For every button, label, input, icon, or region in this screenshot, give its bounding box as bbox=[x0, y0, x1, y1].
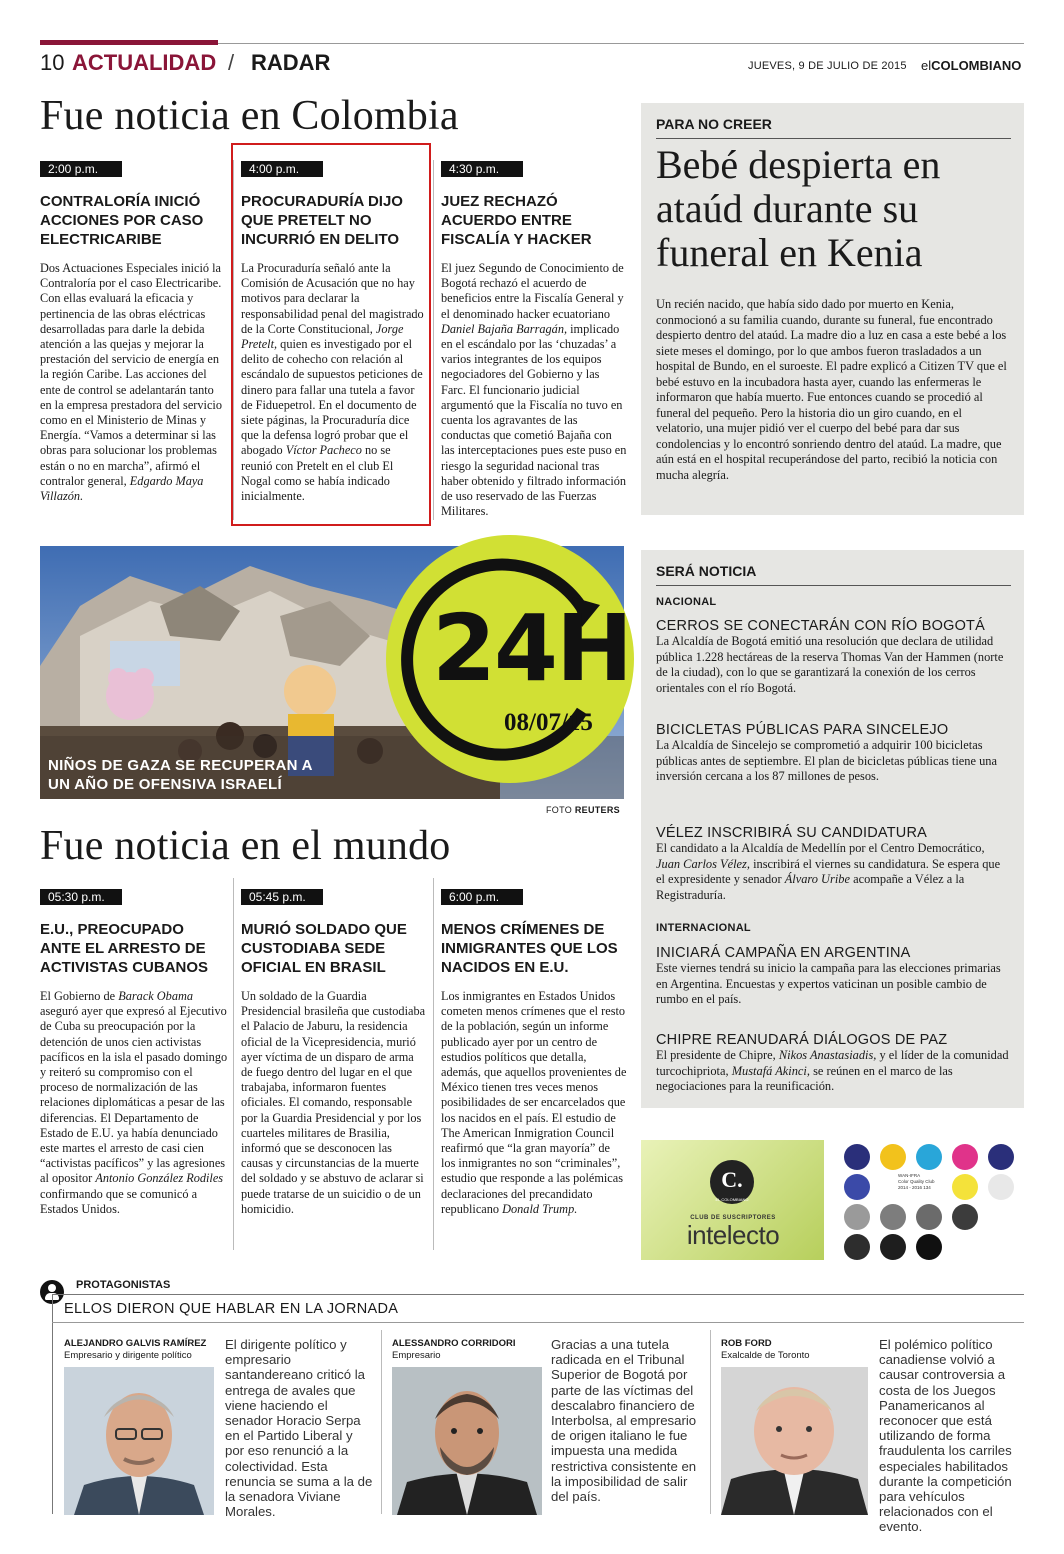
item-title: INICIARÁ CAMPAÑA EN ARGENTINA bbox=[656, 945, 911, 961]
protagonist-text: Gracias a una tutela radicada en el Tribunal Superior de Bogotá por parte de las víctimas del descalabro financiero de Interbolsa, al empresario de origen italiano le fue impuesta una medida restrictiva consistente en la imposibilidad de salir del país. bbox=[551, 1337, 697, 1505]
protagonist-name: ROB FORD bbox=[721, 1338, 772, 1349]
subsection-name: RADAR bbox=[251, 50, 331, 75]
section-name: ACTUALIDAD bbox=[72, 50, 217, 75]
header-accent-bar bbox=[40, 40, 218, 45]
item-body: Este viernes tendrá su inicio la campaña para las elecciones primarias en Argentina. Encuestas y expertos vaticinan un posible cambio de rumbo en el país. bbox=[656, 961, 1001, 1006]
ad-brand: intelecto bbox=[686, 1220, 780, 1250]
sera-noticia-panel bbox=[641, 550, 1024, 1108]
brand-prefix: el bbox=[921, 58, 932, 73]
header-rule bbox=[218, 43, 1024, 44]
mundo-story-2 bbox=[241, 888, 427, 1217]
protagonist-role: Empresario y dirigente político bbox=[64, 1350, 192, 1361]
color-swatch bbox=[916, 1144, 942, 1170]
ad-club-label: CLUB DE SUSCRIPTORES bbox=[690, 1215, 776, 1221]
protagonistas-rule bbox=[52, 1294, 1024, 1295]
time-badge: 05:30 p.m. bbox=[40, 889, 122, 905]
protagonist-name: ALESSANDRO CORRIDORI bbox=[392, 1338, 516, 1349]
protagonist-text: El dirigente político y empresario santandereano criticó la entrega de avales que viene haciendo el senador Horacio Serpa en el Partido Liberal y por eso renunció a la colectividad. Esta renuncia se suma a la de la senadora Viviane Morales. bbox=[225, 1337, 373, 1520]
24h-badge bbox=[386, 535, 634, 783]
para-no-creer-panel bbox=[641, 103, 1024, 515]
story-title: E.U., PREOCUPADO ANTE EL ARRESTO DE ACTIVISTAS CUBANOS bbox=[40, 921, 209, 976]
item-body: La Alcaldía de Bogotá emitió una resolución que declara de utilidad pública 1.228 hectáreas de la reserva Thomas Van der Hammen (norte de la ciudad), con lo que se garantizará la conexión de los cerros orientales con el río Bogotá. bbox=[656, 634, 1004, 695]
story-body: Un soldado de la Guardia Presidencial brasileña que custodiaba el Palacio de Jaburu, la residencia oficial de la Vicepresidencia, murió ayer víctima de un disparo de arma de fuego dentro del lugar en el que trabajaba, informaron fuentes oficiales. El comando, responsable por la Guardia Presidencial y por los cuarteles militares de Brasilia, informó que se desconocen las causas y circunstancias de la muerte del soldado y se abstuvo de aclarar si puede tratarse de un suicidio o de un homicidio. bbox=[241, 989, 426, 1216]
protagonist-text: El polémico político canadiense volvió a causar controversia a costa de los Juegos Panamericanos al reconocer que está utilizando de forma fraudulenta los carriles especiales habilitados durante la competición para vehículos relacionados con el evento. bbox=[879, 1337, 1012, 1535]
subtitle-rule bbox=[52, 1322, 1024, 1323]
story-body: El juez Segundo de Conocimiento de Bogotá rechazó el acuerdo de beneficios entre la Fiscalía General y el denominado hacker ecuatoriano Daniel Bajaña Barragán, implicado en el escándalo por las ‘chuzadas’ a varios integrantes de los equipos negociadores del Gobierno y las Farc. El funcionario judicial argumentó que la Fiscalía no tuvo en cuenta los agravantes de las conductas que cometió Bajaña con las interceptaciones pues este puso en riesgo la seguridad nacional tras haber obtenido y filtrado información de uso reservado de las Fuerzas Militares. bbox=[441, 261, 627, 519]
issue-date: JUEVES, 9 DE JULIO DE 2015 bbox=[748, 60, 907, 72]
color-swatch bbox=[844, 1204, 870, 1230]
protagonistas-tag: PROTAGONISTAS bbox=[76, 1279, 171, 1291]
colombia-story-1 bbox=[40, 160, 228, 504]
colombia-story-2 bbox=[241, 160, 424, 504]
panel-rule bbox=[656, 138, 1011, 139]
wan-ifra-label: WAN-IFRA Color Quality Club 2014 - 2016 134 bbox=[898, 1173, 935, 1190]
item-body: La Alcaldía de Sincelejo se comprometió a adquirir 100 bicicletas públicas antes de septiembre. El plan de bicicletas públicas tiene una inversión cercana a los 87 millones de pesos. bbox=[656, 738, 997, 783]
badge-date: 08/07/15 bbox=[504, 709, 593, 736]
color-swatch bbox=[988, 1144, 1014, 1170]
column-divider bbox=[233, 878, 234, 1250]
protagonist-role: Exalcalde de Toronto bbox=[721, 1350, 810, 1361]
portrait-illustration bbox=[64, 1367, 214, 1515]
portrait-illustration bbox=[392, 1367, 542, 1515]
protagonist-divider bbox=[710, 1330, 711, 1514]
item-body: El presidente de Chipre, Nikos Anastasiadis, y el líder de la comunidad turcochipriota, Mustafá Akinci, se reúnen en el marco de las negociaciones para la reunificación. bbox=[656, 1048, 1009, 1093]
brand-name: COLOMBIANO bbox=[931, 58, 1022, 73]
protagonist-divider bbox=[381, 1330, 382, 1514]
color-swatch bbox=[952, 1144, 978, 1170]
mundo-heading: Fue noticia en el mundo bbox=[40, 823, 451, 869]
24h-label: 24H bbox=[432, 595, 632, 702]
mundo-story-1 bbox=[40, 888, 228, 1217]
color-swatch bbox=[844, 1174, 870, 1200]
sera-noticia-item bbox=[656, 722, 1011, 785]
color-swatch bbox=[952, 1204, 978, 1230]
protagonistas-subtitle: ELLOS DIERON QUE HABLAR EN LA JORNADA bbox=[64, 1301, 399, 1317]
story-title: JUEZ RECHAZÓ ACUERDO ENTRE FISCALÍA Y HACKER bbox=[441, 193, 592, 248]
color-swatch bbox=[916, 1204, 942, 1230]
sera-noticia-item bbox=[656, 1032, 1011, 1095]
item-title: VÉLEZ INSCRIBIRÁ SU CANDIDATURA bbox=[656, 825, 928, 841]
ad-logo-small: EL COLOMBIANO bbox=[715, 1197, 749, 1202]
story-title: MENOS CRÍMENES DE INMIGRANTES QUE LOS NACIDOS EN E.U. bbox=[441, 921, 618, 976]
nacional-label: NACIONAL bbox=[656, 596, 717, 608]
portrait-illustration bbox=[721, 1367, 868, 1515]
time-badge: 4:30 p.m. bbox=[441, 161, 523, 177]
photo-caption bbox=[48, 756, 313, 794]
time-badge: 2:00 p.m. bbox=[40, 161, 122, 177]
section-separator: / bbox=[228, 50, 235, 75]
photo-caption-line: NIÑOS DE GAZA SE RECUPERAN A bbox=[48, 757, 313, 774]
column-divider bbox=[433, 878, 434, 1250]
photo-caption-line: UN AÑO DE OFENSIVA ISRAELÍ bbox=[48, 776, 282, 793]
color-swatch bbox=[844, 1234, 870, 1260]
color-swatch bbox=[988, 1174, 1014, 1200]
color-quality-swatches bbox=[836, 1140, 1024, 1262]
color-swatch bbox=[916, 1234, 942, 1260]
panel-rule bbox=[656, 585, 1011, 586]
column-divider bbox=[433, 160, 434, 520]
story-body: El Gobierno de Barack Obama aseguró ayer que expresó al Ejecutivo de Cuba su preocupación por la detención de unos cien activistas pacíficos en la isla el pasado domingo y reiteró su compromiso con el proceso de normalización de las relaciones diplomáticas a pesar de las diferencias. El Departamento de Estado de E.U. ya había denunciado este martes el arresto de casi cien “activistas pacíficos” y las agresiones al opositor Antonio González Rodiles confirmando que se comunicó a Estados Unidos. bbox=[40, 989, 228, 1216]
item-title: CHIPRE REANUDARÁ DIÁLOGOS DE PAZ bbox=[656, 1032, 948, 1048]
sera-noticia-item bbox=[656, 945, 1011, 1008]
colombia-story-3 bbox=[441, 160, 627, 519]
color-swatch bbox=[952, 1174, 978, 1200]
protagonist-role: Empresario bbox=[392, 1350, 441, 1361]
story-body: Los inmigrantes en Estados Unidos cometen menos crímenes que el resto de la población, según un informe publicado ayer por un centro de estudios políticos que detalla, además, que aquellos provenientes de México tienen tres veces menos posibilidades de ser encarcelados que los nacidos en el país. El estudio de The American Inmigration Council reafirmó que “la gran mayoría” de los inmigrantes no son “criminales”, estudio que responde a las polémicas declaraciones del precandidato republicano Donald Trump. bbox=[441, 989, 627, 1216]
protagonist-photo bbox=[721, 1367, 868, 1515]
color-swatch bbox=[880, 1204, 906, 1230]
story-title: MURIÓ SOLDADO QUE CUSTODIABA SEDE OFICIAL EN BRASIL bbox=[241, 921, 407, 976]
time-badge: 4:00 p.m. bbox=[241, 161, 323, 177]
protagonist-photo bbox=[392, 1367, 542, 1515]
protagonistas-vrule bbox=[52, 1294, 53, 1514]
page-number: 10 bbox=[40, 50, 65, 75]
panel-tag: PARA NO CREER bbox=[656, 116, 772, 132]
photo-credit: FOTO REUTERS bbox=[546, 805, 620, 815]
time-badge: 05:45 p.m. bbox=[241, 889, 323, 905]
story-body: La Procuraduría señaló ante la Comisión de Acusación que no hay motivos para declarar la responsabilidad penal del magistrado de la Corte Constitucional, Jorge Pretelt, quien es investigado por el delito de cohecho con relación al escándalo de supuestos peticiones de dinero para fallar una tutela a favor de Fiduepetrol. En el documento de siete páginas, la Procuraduría dice que la defensa logró probar que el abogado Víctor Pacheco no se reunió con Pretelt en el club El Nogal como se había indicado inicialmente. bbox=[241, 261, 424, 504]
newspaper-brand bbox=[921, 58, 1021, 73]
intelecto-ad[interactable] bbox=[641, 1140, 824, 1260]
color-swatch bbox=[880, 1234, 906, 1260]
colombia-heading: Fue noticia en Colombia bbox=[40, 93, 459, 139]
story-body: Dos Actuaciones Especiales inició la Contraloría por el caso Electricaribe. Con ellas evaluará la eficacia y pertinencia de las obras eléctricas desarrolladas para darle la debida atención a las quejas y mejorar la prestación del servicio de energía en la región Caribe. Las acciones del ente de control se adelantarán tanto en la empresa prestadora del servicio como en el Ministerio de Minas y Energía. “Vamos a determinar si las obras para solucionar los problemas están o no en marcha”, afirmó el contralor general, Edgardo Maya Villazón. bbox=[40, 261, 222, 504]
color-swatch bbox=[844, 1144, 870, 1170]
panel-tag: SERÁ NOTICIA bbox=[656, 563, 757, 579]
item-title: CERROS SE CONECTARÁN CON RÍO BOGOTÁ bbox=[656, 618, 985, 634]
panel-body: Un recién nacido, que había sido dado por muerto en Kenia, conmocionó a su familia cuando, durante su funeral, fue encontrado despierto dentro del ataúd. La madre dio a luz en casa a este bebé a los siete meses el domingo, por lo que ambos fueron trasladados a un hospital de Bundo, en el suroeste. El padre explicó a Citizen TV que el bebé estuvo en la incubadora hasta ayer, cuando las enfermeras le informaron que había muerto. Fue entonces cuando se procedió al funeral del pequeño. Pero la historia dio un giro cuando, en el velatorio, una mujer pidió ver el cuerpo del bebé para dar sus condolencias y lo encontró sonriendo dentro del ataúd. La madre, que aún está en el hospital recuperándose del parto, recibió la noticia con mucha alegría. bbox=[656, 297, 1007, 482]
mundo-story-3 bbox=[441, 888, 627, 1217]
story-title: PROCURADURÍA DIJO QUE PRETELT NO INCURRIÓ EN DELITO bbox=[241, 193, 403, 248]
item-title: BICICLETAS PÚBLICAS PARA SINCELEJO bbox=[656, 722, 949, 738]
protagonist-photo bbox=[64, 1367, 214, 1515]
protagonist-name: ALEJANDRO GALVIS RAMÍREZ bbox=[64, 1338, 207, 1349]
ad-logo-circle: C. bbox=[710, 1160, 754, 1204]
internacional-label: INTERNACIONAL bbox=[656, 922, 751, 934]
story-title: CONTRALORÍA INICIÓ ACCIONES POR CASO ELECTRICARIBE bbox=[40, 193, 204, 248]
item-body: El candidato a la Alcaldía de Medellín por el Centro Democrático, Juan Carlos Vélez, inscribirá el viernes su candidatura. Se espera que el expresidente y senador Álvaro Uribe acompañe a Vélez a la Registraduría. bbox=[656, 841, 1001, 902]
sera-noticia-item bbox=[656, 618, 1011, 696]
color-swatch bbox=[880, 1144, 906, 1170]
time-badge: 6:00 p.m. bbox=[441, 889, 523, 905]
panel-title: Bebé despierta en ataúd durante su funeral en Kenia bbox=[656, 142, 941, 275]
sera-noticia-item bbox=[656, 825, 1011, 903]
